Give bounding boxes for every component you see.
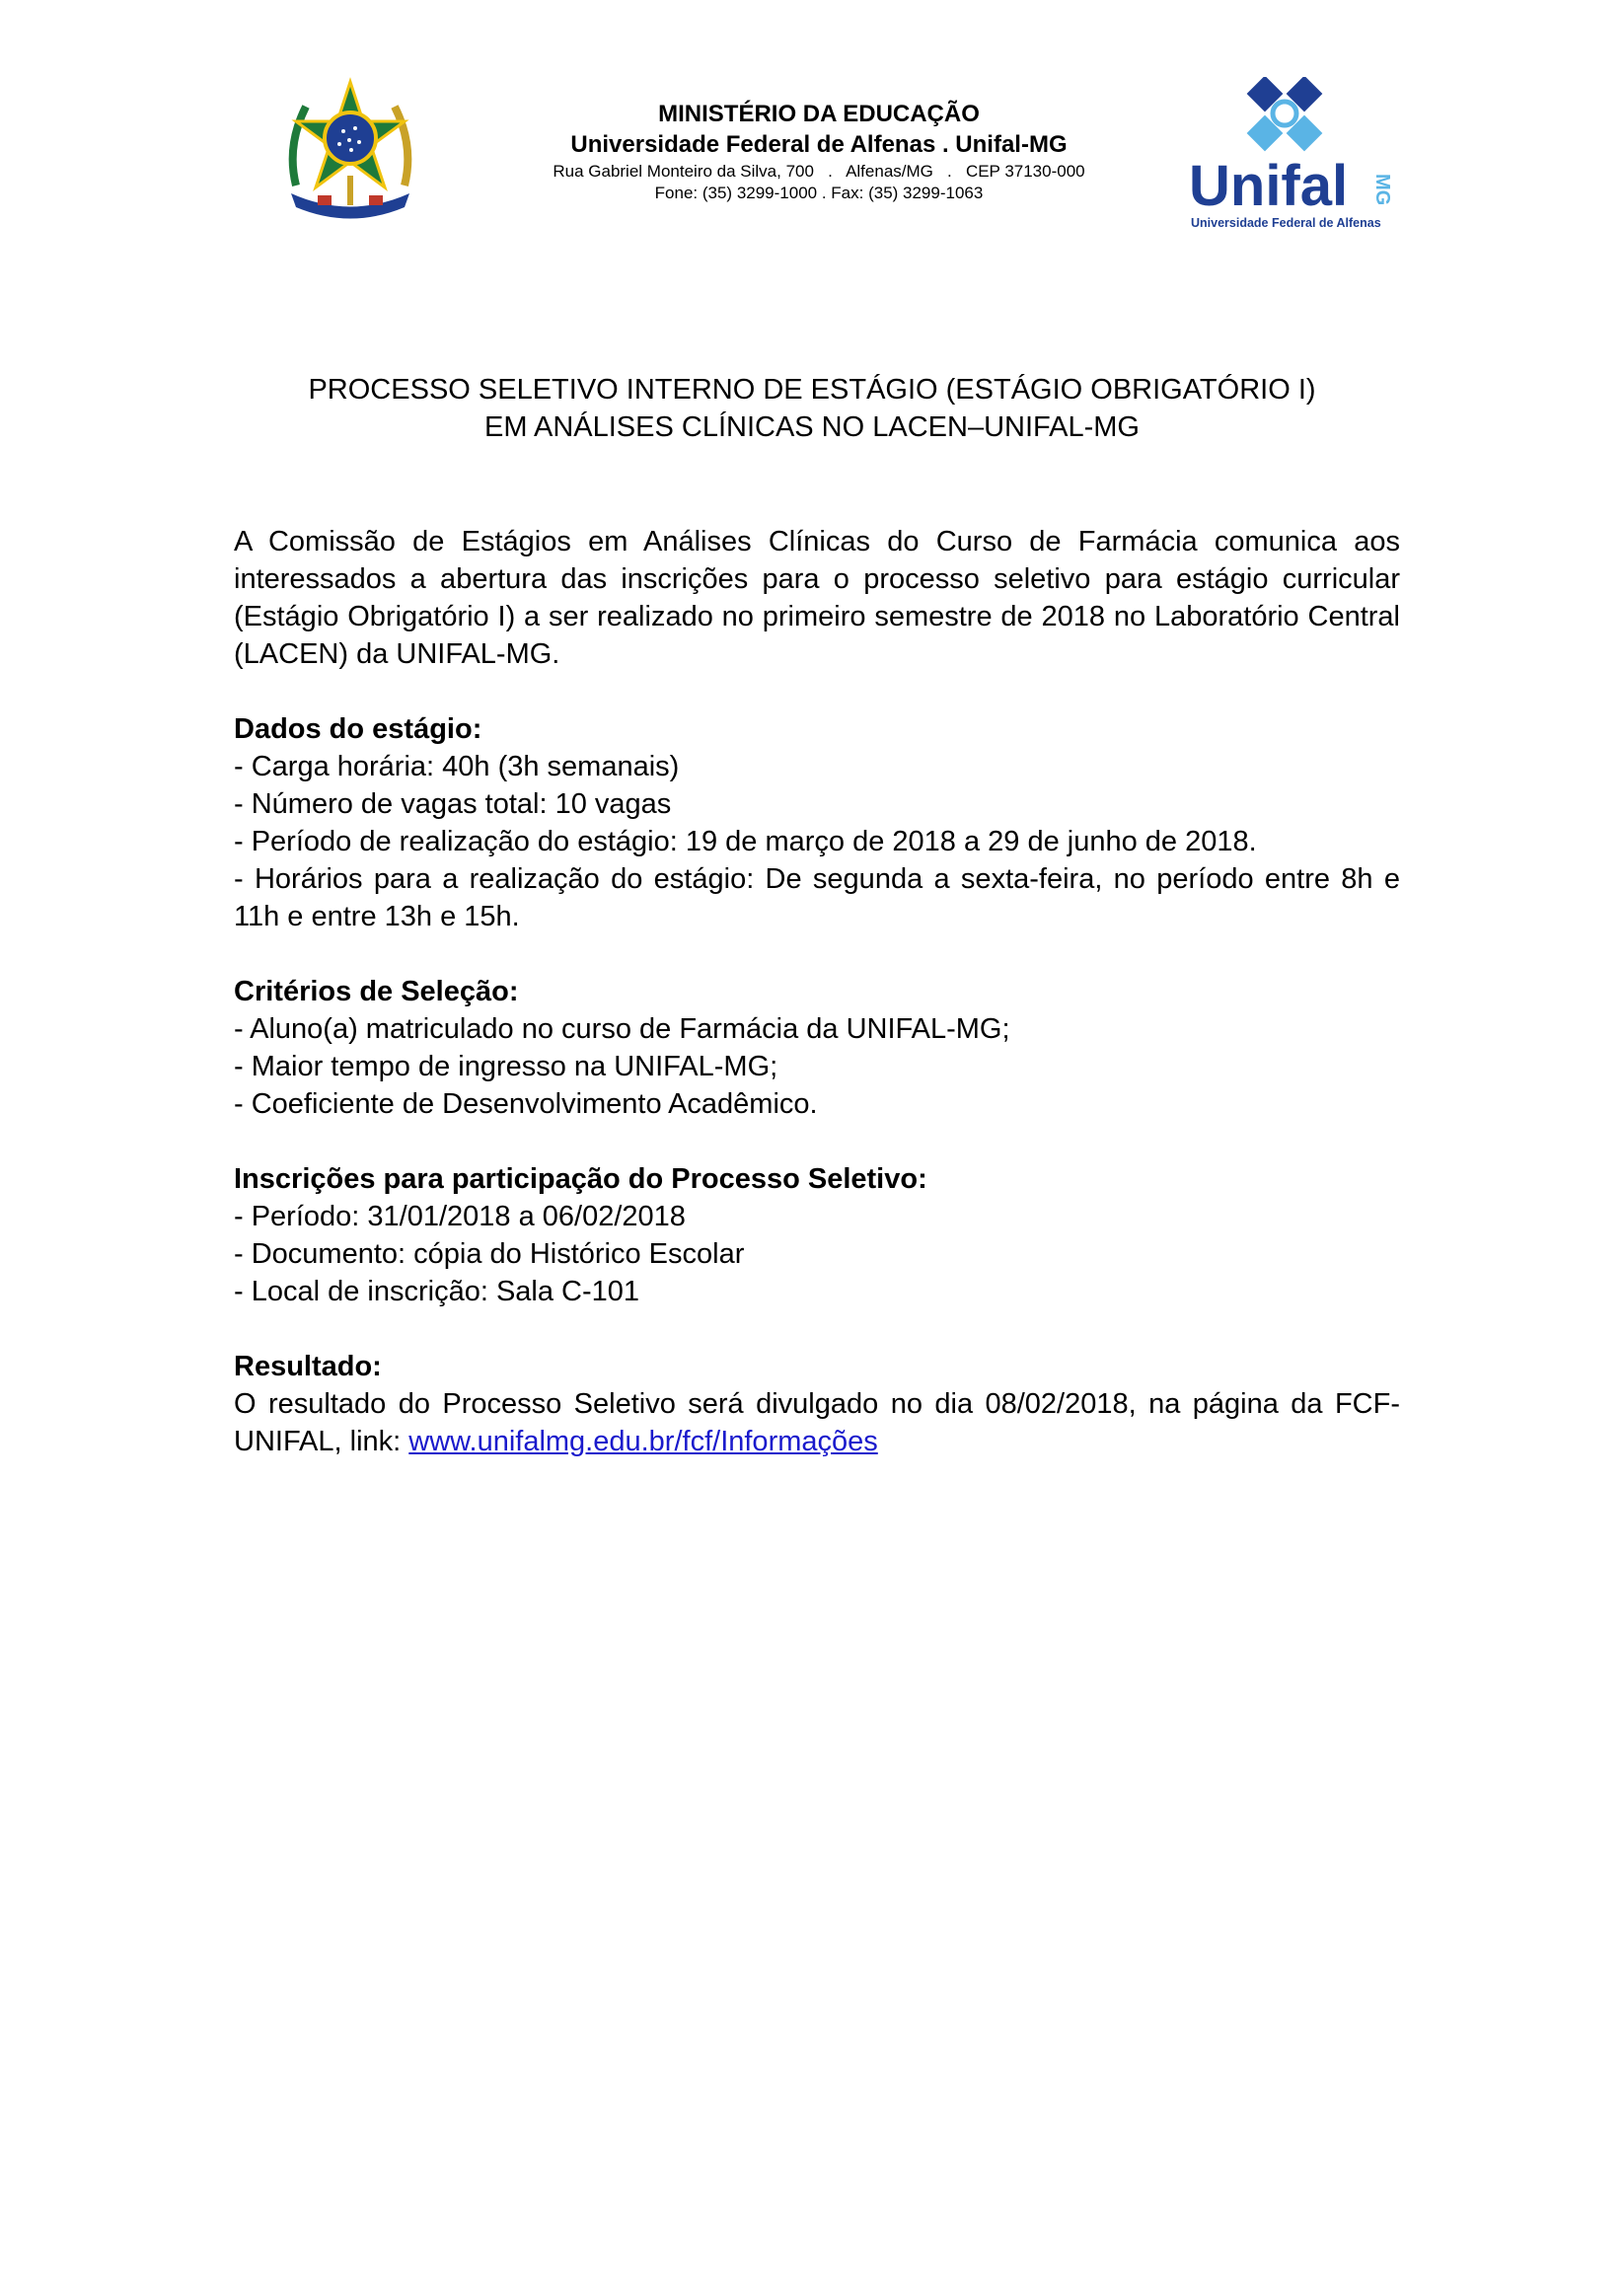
title-line-2: EM ANÁLISES CLÍNICAS NO LACEN–UNIFAL-MG (484, 411, 1140, 443)
brazil-coat-of-arms-icon (276, 77, 424, 225)
ministry-name: MINISTÉRIO DA EDUCAÇÃO (658, 101, 980, 127)
letterhead-text (474, 101, 1164, 203)
intro-paragraph: A Comissão de Estágios em Análises Clínicas do Curso de Farmácia comunica aos interessados a abertura das inscrições para o processo seletivo para estágio curricular (Estágio Obrigatório I) a ser realizado no primeiro semestre de 2018 no Laboratório Central (LACEN) da UNIFAL-MG. (234, 526, 1400, 670)
section-inscricoes (234, 1160, 1400, 1310)
inscricoes-item: - Documento: cópia do Histórico Escolar (234, 1238, 745, 1270)
section-resultado (234, 1348, 1400, 1460)
resultado-text: O resultado do Processo Seletivo será divulgado no dia 08/02/2018, na página da FCF-UNIFAL, link: (234, 1388, 1400, 1457)
dados-item: - Carga horária: 40h (3h semanais) (234, 751, 680, 782)
criterios-item: - Coeficiente de Desenvolvimento Acadêmico. (234, 1088, 818, 1120)
dados-item: - Período de realização do estágio: 19 de março de 2018 a 29 de junho de 2018. (234, 826, 1257, 857)
unifal-brand-suffix: MG (1371, 174, 1393, 206)
unifal-brand-text: Unifal (1189, 154, 1349, 218)
inscricoes-item: - Período: 31/01/2018 a 06/02/2018 (234, 1201, 686, 1232)
university-phone: Fone: (35) 3299-1000 . Fax: (35) 3299-1063 (654, 183, 984, 202)
section-criterios-title: Critérios de Seleção: (234, 976, 519, 1007)
criterios-item: - Maior tempo de ingresso na UNIFAL-MG; (234, 1051, 778, 1082)
dados-item: - Horários para a realização do estágio: De segunda a sexta-feira, no período entre 8h e 11h e entre 13h e 15h. (234, 863, 1400, 932)
section-resultado-title: Resultado: (234, 1351, 382, 1382)
document-title (197, 371, 1427, 446)
section-inscricoes-title: Inscrições para participação do Processo Seletivo: (234, 1163, 927, 1195)
section-criterios (234, 973, 1400, 1123)
letterhead (0, 0, 1624, 257)
dados-item: - Número de vagas total: 10 vagas (234, 788, 672, 820)
title-line-1: PROCESSO SELETIVO INTERNO DE ESTÁGIO (ESTÁGIO OBRIGATÓRIO I) (308, 374, 1316, 406)
unifal-logo (1187, 77, 1394, 235)
unifal-tagline: Universidade Federal de Alfenas (1191, 216, 1381, 230)
criterios-item: - Aluno(a) matriculado no curso de Farmácia da UNIFAL-MG; (234, 1013, 1010, 1045)
section-dados (234, 710, 1400, 935)
university-address: Rua Gabriel Monteiro da Silva, 700 . Alfenas/MG . CEP 37130-000 (553, 161, 1085, 181)
resultado-paragraph (234, 1385, 1400, 1460)
section-dados-title: Dados do estágio: (234, 713, 482, 745)
university-name: Universidade Federal de Alfenas . Unifal-MG (570, 130, 1068, 158)
inscricoes-item: - Local de inscrição: Sala C-101 (234, 1276, 640, 1307)
document-body (234, 523, 1400, 1460)
results-link[interactable]: www.unifalmg.edu.br/fcf/Informações (408, 1426, 878, 1457)
unifal-x-mark-icon (1247, 77, 1323, 151)
